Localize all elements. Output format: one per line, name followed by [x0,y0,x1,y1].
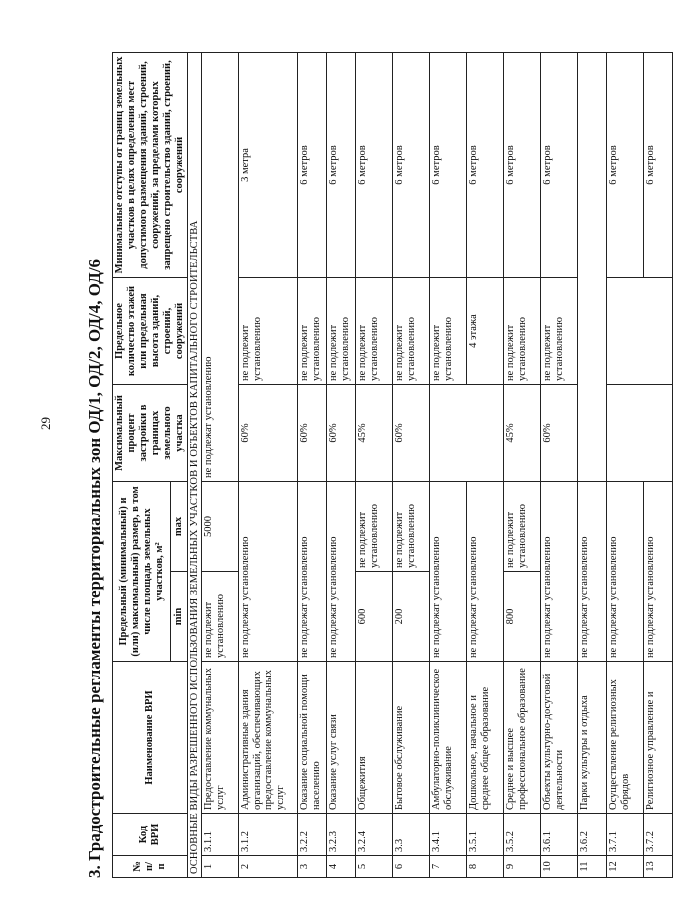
cell-percent-empty [607,385,673,482]
section-title: ОСНОВНЫЕ ВИДЫ РАЗРЕШЕННОГО ИСПОЛЬЗОВАНИЯ ЗЕМЕЛЬНЫХ УЧАСТКОВ И ОБЪЕКТОВ КАПИТАЛЬНОГО СТРОИТЕЛЬСТВА [188,53,202,878]
cell-max: 5000 [202,482,239,572]
page-title: 3. Градостроительные регламенты территориальных зон ОД/1, ОД/2, ОД/4, ОД/6 [85,258,104,878]
cell-max: не подлежит установлению [504,482,541,572]
cell-floors: не подлежит установлению [430,278,467,385]
table-row [607,53,644,878]
section-row [188,53,202,878]
cell-floors: не подлежит установлению [393,278,430,385]
header-percent: Максимальный процент застройки в границах земельного участка [113,385,188,482]
cell-floors: 4 этажа [467,278,504,385]
cell-code: 3.7.2 [644,814,673,856]
cell-min: не подлежит установлению [202,572,239,662]
cell-max: не подлежит установлению [393,482,430,572]
cell-name: Оказание социальной помощи населению [298,662,327,814]
cell-size: не подлежат установлению [239,482,298,662]
header-row [113,53,171,878]
cell-num: 11 [578,856,607,878]
cell-setback: 6 метров [327,53,356,278]
cell-name: Амбулаторно-поликлиническое обслуживание [430,662,467,814]
cell-setback: 6 метров [298,53,327,278]
table-row [430,53,467,878]
cell-name: Предоставление коммунальных услуг [202,662,239,814]
page-number: 29 [38,417,53,430]
cell-code: 3.2.3 [327,814,356,856]
cell-percent: 60% [541,385,578,482]
header-setback: Минимальные отступы от границ земельных участков в целях определения мест допустимого размещения зданий, строений, сооружений, за пределами которых запрещено строительство зданий, строений, сооружений [113,53,188,278]
cell-percent: 45% [504,385,541,482]
header-num: № п/п [113,856,188,878]
cell-name: Административные здания организаций, обеспечивающих предоставление коммунальных услуг [239,662,298,814]
cell-setback: 6 метров [541,53,578,278]
cell-floors-empty [607,278,673,385]
cell-size: не подлежат установлению [578,482,607,662]
cell-name: Парки культуры и отдыха [578,662,607,814]
cell-size: не подлежат установлению [467,482,504,662]
table-row [504,53,541,878]
cell-name: Оказание услуг связи [327,662,356,814]
cell-setback: 6 метров [467,53,504,278]
cell-setback: 6 метров [356,53,393,278]
cell-name: Осуществление религиозных обрядов [607,662,644,814]
table-row [541,53,578,878]
cell-floors: не подлежит установлению [327,278,356,385]
cell-num: 8 [467,856,504,878]
cell-code: 3.6.1 [541,814,578,856]
cell-percent: 60% [239,385,298,482]
header-floors: Предельное количество этажей или предельная высота зданий, строений, сооружений [113,278,188,385]
cell-setback: 6 метров [393,53,430,278]
table-row [356,53,393,878]
cell-num: 6 [393,856,430,878]
cell-code: 3.5.2 [504,814,541,856]
cell-code: 3.2.2 [298,814,327,856]
table-row [298,53,327,878]
cell-num: 10 [541,856,578,878]
cell-num: 4 [327,856,356,878]
cell-size: не подлежат установлению [644,482,673,662]
cell-percent: 60% [327,385,356,482]
table-row [578,53,607,878]
rotated-page-content [78,53,657,878]
regulations-table [112,52,673,878]
cell-num: 9 [504,856,541,878]
cell-size: не подлежат установлению [298,482,327,662]
cell-size: не подлежат установлению [430,482,467,662]
header-name: Наименование ВРИ [113,662,188,814]
cell-code: 3.5.1 [467,814,504,856]
cell-rest: не подлежат установлению [202,53,239,482]
cell-code: 3.3 [393,814,430,856]
cell-size: не подлежат установлению [607,482,644,662]
cell-name: Общежития [356,662,393,814]
cell-num: 2 [239,856,298,878]
cell-setback: 3 метра [239,53,298,278]
cell-floors: не подлежит установлению [541,278,578,385]
cell-code: 3.7.1 [607,814,644,856]
header-max: max [171,482,188,572]
cell-min: 200 [393,572,430,662]
cell-num: 7 [430,856,467,878]
cell-name: Объекты культурно-досуговой деятельности [541,662,578,814]
cell-setback: 6 метров [607,53,644,278]
header-code: Код ВРИ [113,814,188,856]
cell-num: 12 [607,856,644,878]
cell-code: 3.6.2 [578,814,607,856]
cell-code: 3.1.2 [239,814,298,856]
cell-floors: не подлежит установлению [298,278,327,385]
cell-size: не подлежат установлению [327,482,356,662]
cell-floors: не подлежит установлению [239,278,298,385]
cell-num: 1 [202,856,239,878]
cell-percent: 60% [393,385,430,482]
cell-num: 5 [356,856,393,878]
cell-percent-empty [430,385,504,482]
cell-code: 3.4.1 [430,814,467,856]
header-size: Предельный (минимальный) и (или) максимальный) размер, в том числе площадь земельных участков, м² [113,482,171,662]
cell-name: Бытовое обслуживание [393,662,430,814]
table-row [327,53,356,878]
cell-code: 3.2.4 [356,814,393,856]
cell-num: 3 [298,856,327,878]
cell-empty [578,53,607,482]
cell-max: не подлежит установлению [356,482,393,572]
cell-name: Дошкольное, начальное и среднее общее образование [467,662,504,814]
cell-setback: 6 метров [644,53,673,278]
cell-floors: не подлежит установлению [504,278,541,385]
cell-floors: не подлежит установлению [356,278,393,385]
cell-code: 3.1.1 [202,814,239,856]
cell-min: 600 [356,572,393,662]
header-min: min [171,572,188,662]
table-row [239,53,298,878]
cell-name: Религиозное управление и [644,662,673,814]
table-row [202,53,239,878]
table-row [393,53,430,878]
cell-percent: 60% [298,385,327,482]
cell-setback: 6 метров [504,53,541,278]
cell-num: 13 [644,856,673,878]
cell-setback: 6 метров [430,53,467,278]
cell-percent: 45% [356,385,393,482]
cell-name: Среднее и высшее профессиональное образование [504,662,541,814]
cell-size: не подлежат установлению [541,482,578,662]
cell-min: 800 [504,572,541,662]
